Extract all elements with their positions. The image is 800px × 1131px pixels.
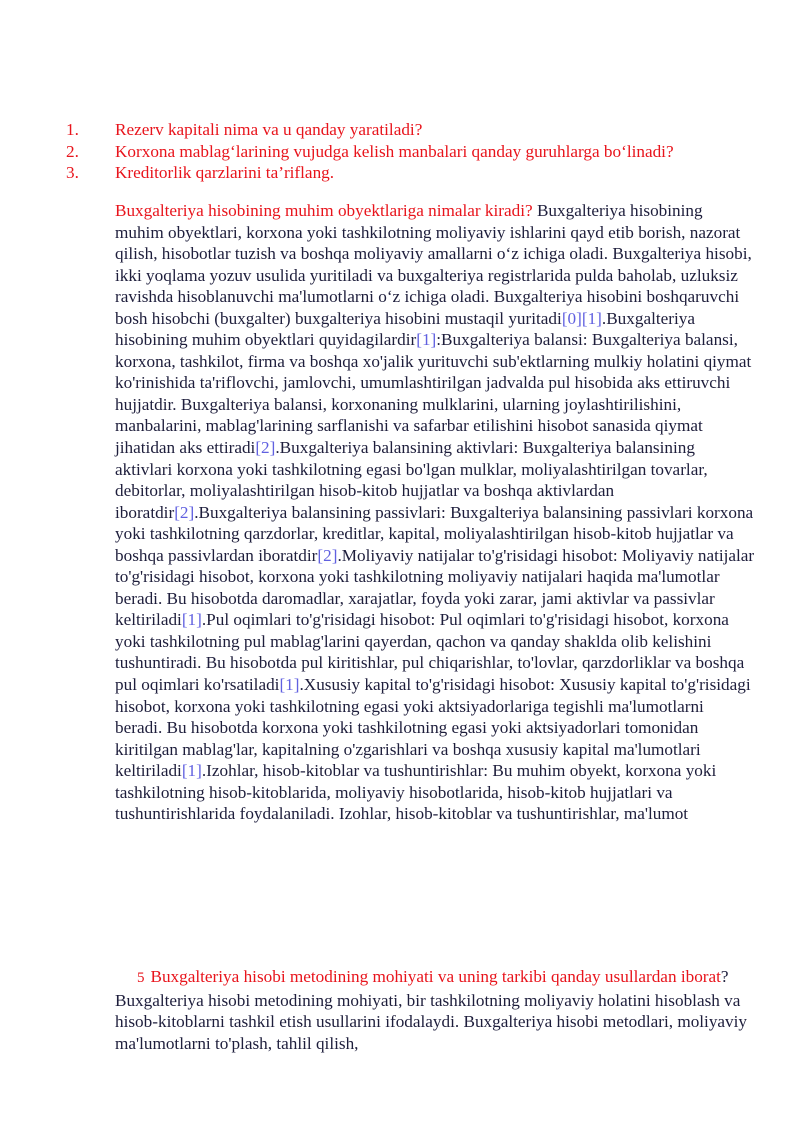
answer-paragraph-objects xyxy=(115,200,755,825)
section-number: 5 xyxy=(137,970,145,986)
citation-link[interactable]: [0] xyxy=(561,308,582,328)
section-question: Buxgalteriya hisobining muhim obyektlariga nimalar kiradi? xyxy=(115,201,533,220)
citation-link[interactable]: [2] xyxy=(174,502,195,522)
citation-link[interactable]: [2] xyxy=(255,438,276,458)
citation-link[interactable]: [1] xyxy=(279,675,300,695)
question-item xyxy=(66,119,766,141)
section-question: Buxgalteriya hisobi metodining mohiyati va uning tarkibi qanday usullardan iborat xyxy=(150,967,721,986)
citation-link[interactable]: [1] xyxy=(581,308,602,328)
body-text: .Buxgalteriya balansining aktivlari: Buxgalteriya balansining aktivlari korxona yoki tashkilotning egasi bo'lgan mulklar, moliyalashtirilgan tovarlar, debitorlar, moliyalashtirilgan hisob-kitob hujjatlar va boshqa aktivlardan iboratdir xyxy=(115,438,708,522)
question-mark: ? xyxy=(720,967,729,986)
body-text: Buxgalteriya hisobining muhim obyektlari, korxona yoki tashkilotning moliyaviy ishlarini qayd etib borish, nazorat qilish, hisobotlar tuzish va boshqa moliyaviy amallarni o‘z ichiga oladi. Buxgalteriya hisobi, ikki yoqlama yozuv usulida yuritiladi va buxgalteriya registrlarida pulda baholab, uzluksiz ravishda hisoblanuvchi ma'lumotlarni o‘z ichiga oladi. Buxgalteriya hisobini boshqaruvchi bosh hisobchi (buxgalter) buxgalteriya hisobini mustaqil yuritadi xyxy=(115,201,752,328)
body-text: .Moliyaviy natijalar to'g'risidagi hisobot: Moliyaviy natijalar to'g'risidagi hisobot, korxona yoki tashkilotning moliyaviy natijalari haqida ma'lumotlar beradi. Bu hisobotda daromadlar, xarajatlar, foyda yoki zarar, jami aktivlar va passivlar keltiriladi xyxy=(115,545,755,630)
question-item xyxy=(66,141,766,163)
citation-link[interactable]: [1] xyxy=(181,761,202,781)
question-list xyxy=(66,119,766,184)
body-text: .Xususiy kapital to'g'risidagi hisobot: Xususiy kapital to'g'risidagi hisobot, korxona yoki tashkilotning egasi yoki aktsiyadorlariga tegishli ma'lumotlarni beradi. Bu hisobotda korxona yoki tashkilotning egasi yoki aktsiyadorlari tomonidan kiritilgan mablag'lar, kapitalning o'zgarishlari va boshqa xususiy kapital ma'lumotlari keltiriladi xyxy=(115,675,751,781)
citation-link[interactable]: [1] xyxy=(181,610,202,630)
question-number: 1. xyxy=(66,120,79,139)
question-number: 2. xyxy=(66,141,79,161)
question-text: Kreditorlik qarzlarini ta’riflang. xyxy=(115,163,335,182)
question-number: 3. xyxy=(66,163,79,182)
citation-link[interactable]: [1] xyxy=(416,330,437,350)
body-text: .Pul oqimlari to'g'risidagi hisobot: Pul oqimlari to'g'risidagi hisobot, korxona yoki tashkilotning pul mablag'larini qayerdan, qachon va qanday shaklda olib kelishini tushuntiradi. Bu hisobotda pul kiritishlar, pul chiqarishlar, to'lovlar, qarzdorliklar va boshqa pul oqimlari ko'rsatiladi xyxy=(115,610,745,695)
body-text: .Buxgalteriya hisobining muhim obyektlari quyidagilardir xyxy=(115,308,695,350)
body-text: .Izohlar, hisob-kitoblar va tushuntirishlar: Bu muhim obyekt, korxona yoki tashkilotning hisob-kitoblarida, moliyaviy hisobotlarida, hisob-kitob hujjatlari va tushuntirishlarida foydalaniladi. Izohlar, hisob-kitoblar va tushuntirishlar, ma'lumot xyxy=(115,761,717,824)
body-text: Buxgalteriya hisobi metodining mohiyati, bir tashkilotning moliyaviy holatini hisoblash va hisob-kitoblarni tashkil etish usullarini ifodalaydi. Buxgalteriya hisobi metodlari, moliyaviy ma'lumotlarni to'plash, tahlil qilish, xyxy=(115,990,748,1053)
question-text: Rezerv kapitali nima va u qanday yaratiladi? xyxy=(115,120,423,139)
question-item xyxy=(66,162,766,184)
answer-paragraph-method xyxy=(115,966,755,1054)
citation-link[interactable]: [2] xyxy=(317,545,338,565)
body-text: :Buxgalteriya balansi: Buxgalteriya balansi, korxona, tashkilot, firma va boshqa xo'jalik yurituvchi sub'ektlarning mulkiy holatini qiymat ko'rinishida ta'riflovchi, jamlovchi, umumlashtirilgan jadvalda pul hisobida aks ettiruvchi hujjatdir. Buxgalteriya balansi, korxonaning mulklarini, ularning joylashtirilishini, manbalarini, mablag'larining sarflanishi va safarbar etilishini hisobot sanasida qiymat jihatidan aks ettiradi xyxy=(115,330,752,458)
question-text: Korxona mablag‘larining vujudga kelish manbalari qanday guruhlarga bo‘linadi? xyxy=(115,141,674,161)
body-text: .Buxgalteriya balansining passivlari: Buxgalteriya balansining passivlari korxona yoki tashkilotning qarzdorlar, kreditlar, kapital, moliyalashtirilgan hisob-kitob hujjatlar va boshqa passivlardan iboratdir xyxy=(115,502,754,565)
